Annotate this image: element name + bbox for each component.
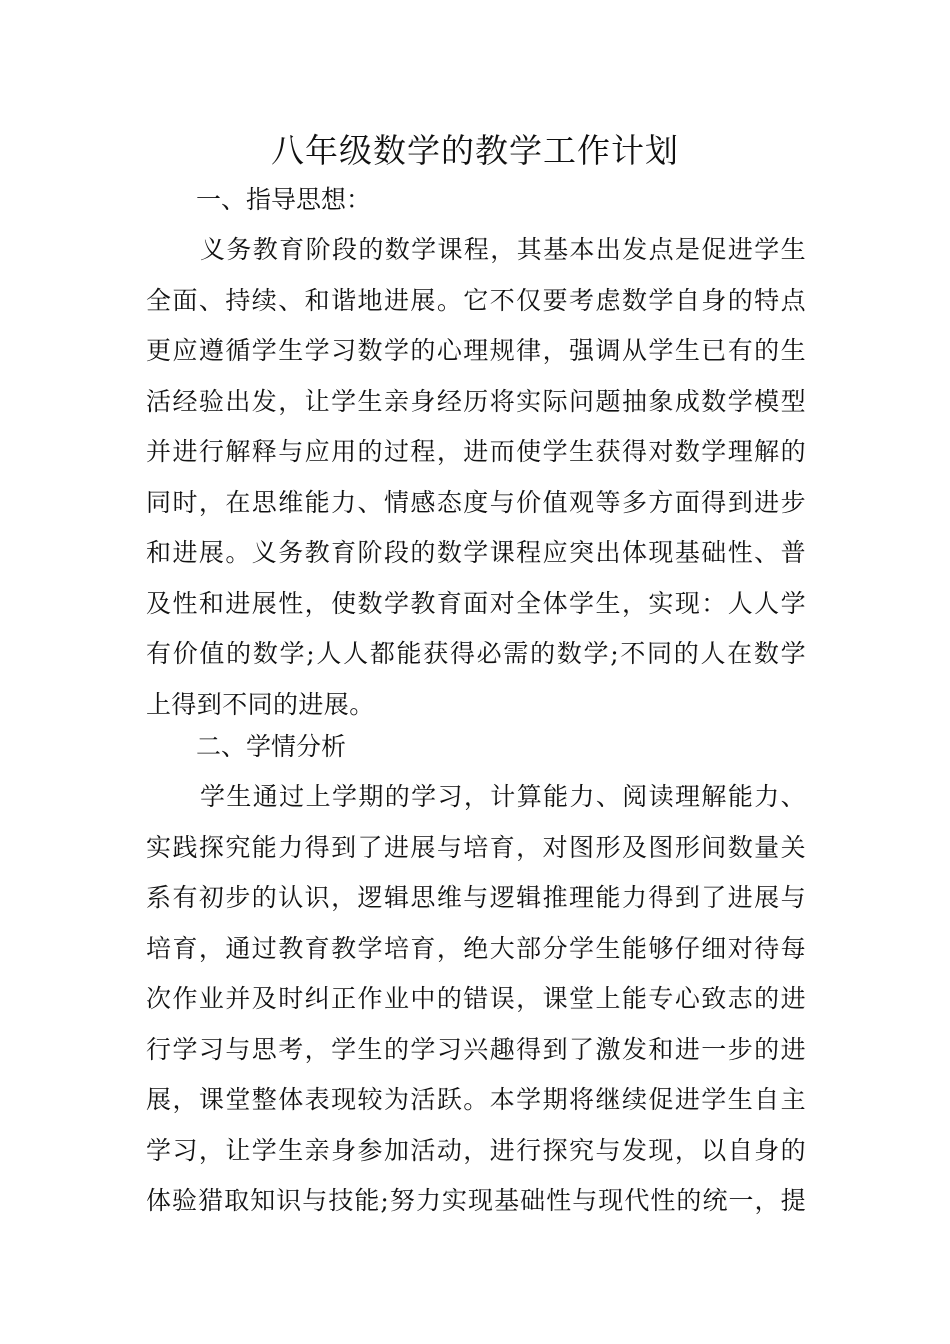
paragraph-line: 上得到不同的进展。 [146, 689, 375, 719]
paragraph-line: 全面、持续、和谐地进展。它不仅要考虑数学自身的特点 [146, 285, 806, 315]
document-title: 八年级数学的教学工作计划 [271, 131, 679, 170]
paragraph-student-analysis [146, 777, 806, 1232]
paragraph-line: 学生通过上学期的学习，计算能力、阅读理解能力、 [200, 782, 806, 811]
paragraph-line: 更应遵循学生学习数学的心理规律，强调从学生已有的生 [146, 336, 806, 365]
paragraph-line: 义务教育阶段的数学课程，其基本出发点是促进学生 [200, 235, 806, 264]
paragraph-line: 有价值的数学;人人都能获得必需的数学;不同的人在数学 [146, 639, 806, 668]
paragraph-guiding-ideology [146, 230, 806, 735]
paragraph-line: 系有初步的认识，逻辑思维与逻辑推理能力得到了进展与 [146, 883, 806, 912]
paragraph-line: 培育，通过教育教学培育，绝大部分学生能够仔细对待每 [146, 933, 806, 963]
paragraph-line: 实践探究能力得到了进展与培育，对图形及图形间数量关 [146, 832, 806, 862]
paragraph-line: 次作业并及时纠正作业中的错误，课堂上能专心致志的进 [146, 984, 806, 1013]
paragraph-line: 及性和进展性，使数学教育面对全体学生，实现：人人学 [146, 588, 806, 618]
section-heading-student-analysis: 二、学情分析 [196, 732, 347, 761]
paragraph-line: 行学习与思考，学生的学习兴趣得到了激发和进一步的进 [146, 1034, 806, 1064]
section-heading-guiding-ideology: 一、指导思想： [196, 185, 372, 214]
paragraph-line: 同时，在思维能力、情感态度与价值观等多方面得到进步 [146, 487, 806, 517]
paragraph-line: 活经验出发，让学生亲身经历将实际问题抽象成数学模型 [146, 386, 806, 416]
paragraph-line: 展，课堂整体表现较为活跃。本学期将继续促进学生自主 [146, 1085, 806, 1114]
paragraph-line: 和进展。义务教育阶段的数学课程应突出体现基础性、普 [146, 538, 806, 567]
paragraph-line: 并进行解释与应用的过程，进而使学生获得对数学理解的 [146, 437, 806, 466]
paragraph-line: 学习，让学生亲身参加活动，进行探究与发现，以自身的 [146, 1135, 806, 1165]
paragraph-line: 体验猎取知识与技能;努力实现基础性与现代性的统一，提 [146, 1186, 806, 1215]
